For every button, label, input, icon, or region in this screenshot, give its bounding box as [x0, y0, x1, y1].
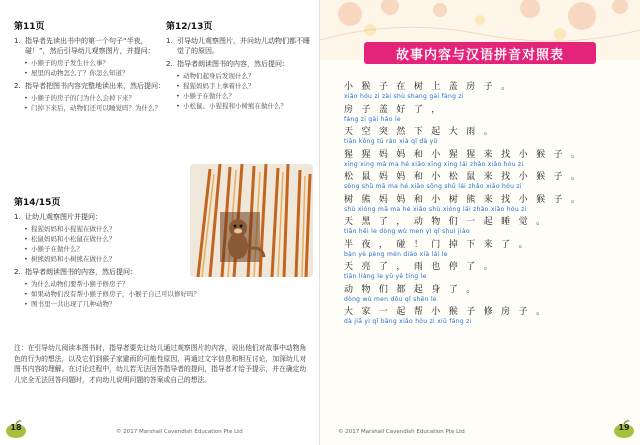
- hanzi-text: 天 黑 了 ， 动 物 们 一 起 睡 觉 。: [344, 217, 548, 227]
- sub-question-list: [176, 71, 314, 111]
- sub-question: • 屋里的动物怎么了？你怎么知道？: [24, 68, 166, 78]
- sub-question-list: [24, 224, 314, 264]
- sub-question-list: [24, 58, 166, 78]
- text-line: [344, 82, 614, 105]
- hanzi-text: 天 亮 了 ， 雨 也 停 了 。: [344, 262, 496, 272]
- item-number: 2.: [14, 82, 21, 90]
- item-text: 指导者把图书内容完整地读出来，然后提问：: [25, 82, 165, 90]
- sub-question: • 动物们起身后发现什么？: [176, 71, 314, 81]
- item-text: 引导幼儿观察图片，并问幼儿动物们都不睡觉了的原因。: [177, 37, 310, 55]
- sub-question: • 树熊妈妈和小树熊在做什么？: [24, 254, 314, 264]
- text-line: [344, 285, 614, 308]
- section-page-12-13: [166, 22, 314, 114]
- item-text: 指导者先读出书中的第一个句子“半夜，碰！”，然后引导幼儿观察图片，并提问：: [25, 37, 155, 55]
- question-item: [14, 36, 166, 56]
- hanzi-text: 动 物 们 都 起 身 了 。: [344, 284, 479, 295]
- page-number-badge: [613, 420, 635, 438]
- title-banner: [364, 42, 596, 64]
- item-number: 2.: [166, 60, 173, 68]
- text-line: [344, 240, 614, 263]
- item-number: 1.: [166, 37, 173, 45]
- pinyin-text: bàn yè pèng mén diào xià lái le: [344, 250, 448, 258]
- hanzi-text: 房 子 盖 好 了 ，: [344, 104, 444, 115]
- sub-question: • 如果动物们没有帮小猴子修房子，小猴子自己可以修好吗？: [24, 289, 314, 299]
- question-item: [14, 81, 166, 91]
- sub-question: • 图书里一共出现了几种动物？: [24, 299, 314, 309]
- page-number: 18: [10, 423, 22, 432]
- question-item: [166, 36, 314, 56]
- sub-question: • 小猴子在做什么？: [24, 244, 314, 254]
- pinyin-text: sōng shǔ mā ma hé xiǎo sōng shǔ lái zhǎo xiǎo hóu zi: [344, 183, 522, 190]
- pinyin-text: shù xióng mā ma hé xiǎo shù xióng lái zhǎo xiǎo hóu zi: [344, 205, 527, 213]
- hanzi-text: 大 家 一 起 帮 小 猴 子 修 房 子 。: [344, 307, 548, 317]
- pinyin-text: tiān kōng tū rán xià qǐ dà yǔ: [344, 138, 438, 145]
- hanzi-text: 松 鼠 妈 妈 和 小 松 鼠 来 找 小 猴 子 。: [344, 172, 583, 182]
- item-number: 2.: [14, 268, 21, 276]
- pinyin-text: fáng zi gài hǎo le: [344, 115, 401, 123]
- question-item: [14, 267, 314, 277]
- item-text: 指导者朗读图书的内容，然后提问：: [25, 268, 137, 276]
- sub-question: • 小松鼠、小猩猩和小树熊在做什么？: [176, 101, 314, 111]
- hanzi-text: 天 空 突 然 下 起 大 雨 。: [344, 127, 496, 137]
- sub-question: • 猩猩妈妈手上拿着什么？: [176, 81, 314, 91]
- pinyin-text: tiān liàng le yǔ yě tíng le: [344, 273, 427, 280]
- item-number: 1.: [14, 213, 21, 221]
- section-title: 第11页: [14, 22, 45, 32]
- page-number-badge: [5, 420, 27, 438]
- hanzi-text: 小 猴 子 在 树 上 盖 房 子 。: [344, 82, 513, 92]
- section-page-14-15: [14, 198, 314, 312]
- sub-question: • 松鼠妈妈和小松鼠在做什么？: [24, 234, 314, 244]
- pinyin-text: dòng wù men dōu qǐ shēn le: [344, 295, 437, 303]
- question-item: [166, 59, 314, 69]
- text-line: [344, 195, 614, 218]
- pinyin-text: xiǎo hóu zi zài shù shang gài fáng zi: [344, 93, 464, 100]
- pinyin-text: dà jiā yì qǐ bāng xiǎo hóu zi xiū fáng zi: [344, 318, 472, 325]
- section-page-11: [14, 22, 166, 116]
- sub-question-list: [24, 279, 314, 309]
- sub-question: • 小猴子在做什么？: [176, 91, 314, 101]
- copyright: © 2017 Marshall Cavendish Education Pte Ltd: [116, 429, 243, 435]
- question-item: [14, 212, 314, 222]
- sub-question: • 猩猩妈妈和小猩猩在做什么？: [24, 224, 314, 234]
- text-line: [344, 105, 614, 128]
- section-title: 第14/15页: [14, 198, 61, 208]
- hanzi-text: 猩 猩 妈 妈 和 小 猩 猩 来 找 小 猴 子 。: [344, 149, 583, 160]
- pinyin-table: [344, 82, 614, 330]
- item-text: 让幼儿观察图片并提问：: [25, 213, 102, 221]
- copyright: © 2017 Marshall Cavendish Education Pte Ltd: [338, 429, 465, 435]
- page-number: 19: [618, 423, 630, 432]
- pinyin-text: tiān hēi le dòng wù men yì qǐ shuì jiào: [344, 228, 470, 235]
- text-line: [344, 217, 614, 240]
- item-number: 1.: [14, 37, 21, 45]
- teacher-note: 注：在引导幼儿阅读本图书时，指导者要先让幼儿通过观察图片的内容，说出他们对故事中动物角色的行为的想法，以及它们到猴子家避雨的可能性原因，再通过文字信息和相互讨论，加深幼儿对图书内容的理解。在讨论过程中，幼儿若无法回答指导者的提问，指导者才给予提示，并在确定幼儿完全无法回答问题时，才向幼儿说明问题的答案或自己的想法。: [14, 344, 307, 384]
- text-line: [344, 262, 614, 285]
- text-line: [344, 307, 614, 330]
- sub-question-list: [24, 93, 166, 113]
- text-line: [344, 150, 614, 173]
- sub-question: • 为什么动物们要帮小猴子修房子？: [24, 279, 314, 289]
- section-title: 第12/13页: [166, 22, 213, 32]
- hanzi-text: 树 熊 妈 妈 和 小 树 熊 来 找 小 猴 子 。: [344, 194, 583, 205]
- right-page: [320, 0, 640, 445]
- sub-question: • 小猴子的房子的门为什么会掉下来？: [24, 93, 166, 103]
- sub-question: • 小猴子的房子发生什么事？: [24, 58, 166, 68]
- item-text: 指导者朗读图书的内容，然后提问：: [177, 60, 289, 68]
- hanzi-text: 半 夜 ， 碰 ！ 门 掉 下 来 了 。: [344, 239, 531, 250]
- text-line: [344, 127, 614, 150]
- page-title: 故事内容与汉语拼音对照表: [395, 48, 564, 63]
- sub-question: • 门掉下来后，动物们还可以睡觉吗？为什么？: [24, 103, 166, 113]
- pinyin-text: xīng xing mā ma hé xiǎo xīng xing lái zhǎo xiǎo hóu zi: [344, 160, 524, 168]
- text-line: [344, 172, 614, 195]
